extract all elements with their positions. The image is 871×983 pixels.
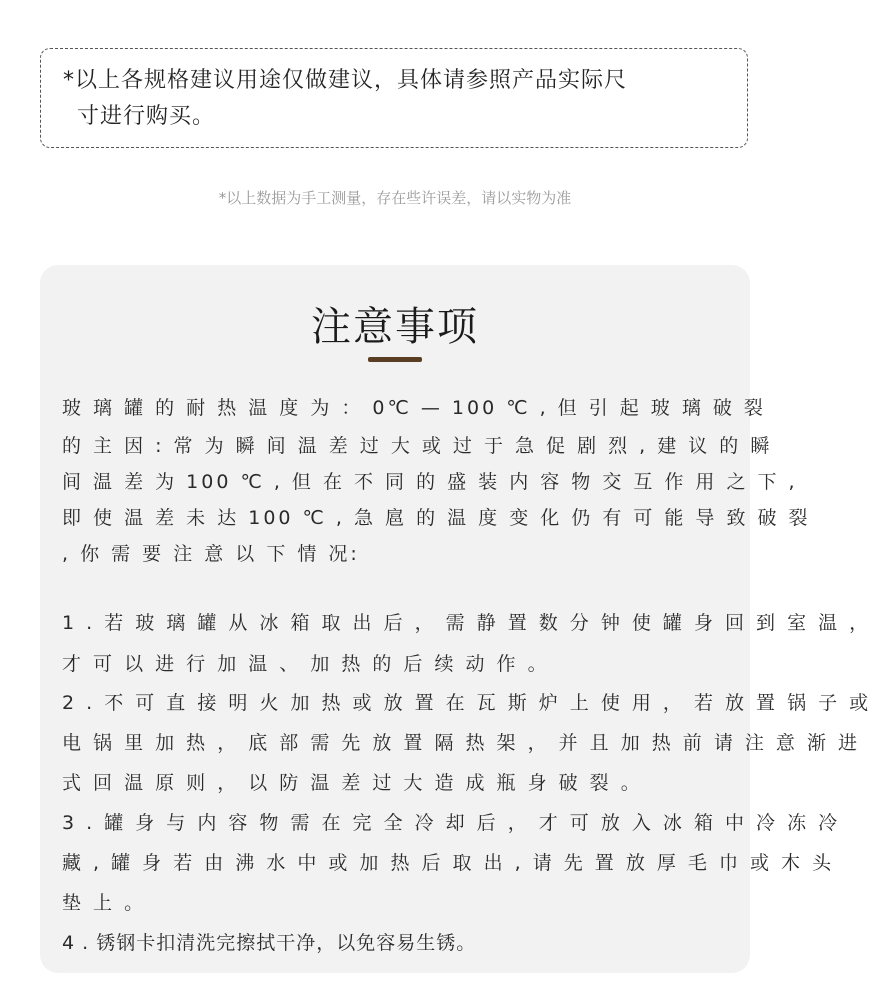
intro-line: 即 使 温 差 未 达 100 ℃ , 急 扈 的 温 度 变 化 仍 有 可 能 导 致 破 裂: [62, 507, 811, 529]
item-line: 式 回 温 原 则 ， 以 防 温 差 过 大 造 成 瓶 身 破 裂 。: [62, 772, 643, 794]
item-line: 藏 , 罐 身 若 由 沸 水 中 或 加 热 后 取 出 , 请 先 置 放 厚 毛 巾 或 木 头: [62, 852, 835, 874]
notice-box: [40, 48, 748, 148]
notice-line-1: *以上各规格建议用途仅做建议，具体请参照产品实际尺: [63, 68, 628, 93]
item-line: 垫 上 。: [62, 892, 147, 914]
notice-line-2: 寸进行购买。: [77, 104, 216, 129]
item-line: 3 . 罐 身 与 内 容 物 需 在 完 全 冷 却 后 ， 才 可 放 入 冰 箱 中 冷 冻 冷: [62, 812, 841, 834]
item-line: 4 . 锈钢卡扣清洗完擦拭干净，以免容易生锈。: [62, 932, 477, 954]
title-underline: [368, 357, 422, 362]
item-line: 电 锅 里 加 热 ， 底 部 需 先 放 置 隔 热 架 ， 并 且 加 热 前 请 注 意 渐 进: [62, 732, 860, 754]
intro-line: , 你 需 要 注 意 以 下 情 况:: [62, 543, 360, 565]
item-line: 1 . 若 玻 璃 罐 从 冰 箱 取 出 后 ， 需 静 置 数 分 钟 使 罐 身 回 到 室 温 ，: [62, 612, 871, 634]
precautions-card: [40, 265, 871, 973]
card-title: 注意事项: [311, 304, 479, 350]
intro-line: 间 温 差 为 100 ℃ , 但 在 不 同 的 盛 装 内 容 物 交 互 作 用 之 下 ,: [62, 471, 798, 493]
notice-text: [63, 63, 733, 135]
measurement-disclaimer: *以上数据为手工测量，存在些许误差，请以实物为准: [218, 189, 572, 207]
item-line: 才 可 以 进 行 加 温 、 加 热 的 后 续 动 作 。: [62, 653, 550, 675]
intro-line: 玻 璃 罐 的 耐 热 温 度 为 ： 0℃ — 100 ℃ , 但 引 起 玻 璃 破 裂: [62, 397, 766, 419]
intro-line: 的 主 因 : 常 为 瞬 间 温 差 过 大 或 过 于 急 促 剧 烈 , 建 议 的 瞬: [62, 435, 773, 457]
item-line: 2 . 不 可 直 接 明 火 加 热 或 放 置 在 瓦 斯 炉 上 使 用 ， 若 放 置 锅 子 或: [62, 692, 871, 714]
